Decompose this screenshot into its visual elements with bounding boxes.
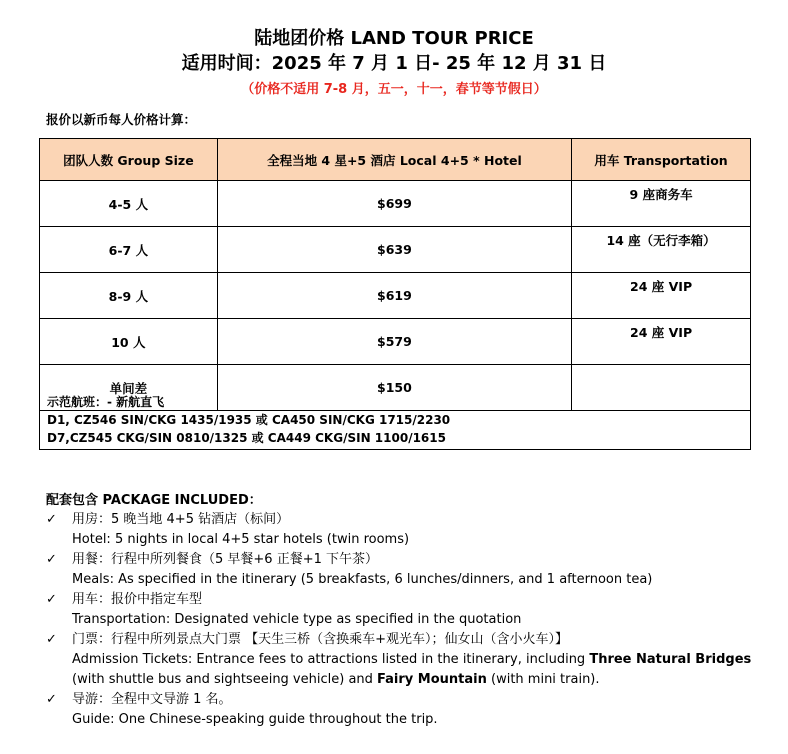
group-size-cell: 单间差: [40, 365, 218, 411]
table-row: [40, 273, 751, 319]
vehicle-cell: 24 座 VIP: [572, 273, 751, 319]
item-en: Transportation: Designated vehicle type as specified in the quotation: [72, 612, 522, 627]
item-en: Meals: As specified in the itinerary (5 breakfasts, 6 lunches/dinners, and 1 afternoon tea): [72, 572, 653, 587]
check-icon: ✓: [46, 512, 57, 527]
check-icon: ✓: [46, 692, 57, 707]
item-en-part: (with mini train).: [486, 672, 600, 687]
package-item-guide: [46, 690, 438, 730]
item-en: Hotel: 5 nights in local 4+5 star hotels (twin rooms): [72, 532, 410, 547]
price-cell: $579: [217, 319, 571, 365]
package-item-tickets: [46, 630, 766, 690]
package-heading: 配套包含 PACKAGE INCLUDED：: [46, 493, 262, 508]
title-line-3: （价格不适用 7-8 月，五一，十一，春节等节假日）: [241, 82, 547, 97]
item-en-cont: [46, 670, 766, 690]
item-en: Guide: One Chinese-speaking guide throughout the trip.: [72, 712, 438, 727]
price-note: 报价以新币每人价格计算：: [46, 112, 197, 127]
sample-flights-box: [39, 389, 751, 450]
item-cn: 门票：行程中所列景点大门票 【天生三桥（含换乘车+观光车）；仙女山（含小火车）】: [72, 632, 569, 647]
fairy-mountain: Fairy Mountain: [377, 672, 487, 687]
title-line-1: 陆地团价格 LAND TOUR PRICE: [254, 28, 534, 49]
check-icon: ✓: [46, 632, 57, 647]
group-size-cell: 6-7 人: [40, 227, 218, 273]
item-cn: 用车：报价中指定车型: [72, 592, 203, 607]
check-icon: ✓: [46, 592, 57, 607]
group-size-cell: 10 人: [40, 319, 218, 365]
vehicle-cell: 14 座（无行李箱）: [572, 227, 751, 273]
package-item-meals: [46, 550, 652, 590]
price-cell: $699: [217, 181, 571, 227]
table-row: [40, 181, 751, 227]
flights-heading: 示范航班：- 新航直飞: [47, 395, 165, 409]
vehicle-cell: 9 座商务车: [572, 181, 751, 227]
vehicle-cell: 24 座 VIP: [572, 319, 751, 365]
header-group-size: 团队人数 Group Size: [40, 139, 218, 181]
group-size-cell: 4-5 人: [40, 181, 218, 227]
three-natural-bridges: Three Natural Bridges: [589, 652, 752, 667]
item-cn: 用餐：行程中所列餐食（5 早餐+6 正餐+1 下午茶）: [72, 552, 378, 567]
package-item-transport: [46, 590, 521, 630]
price-cell: $619: [217, 273, 571, 319]
package-item-hotel: [46, 510, 409, 550]
flight-d7: D7,CZ545 CKG/SIN 0810/1325 或 CA449 CKG/SIN 1100/1615: [47, 431, 446, 445]
price-cell: $150: [217, 365, 571, 411]
header-transportation: 用车 Transportation: [572, 139, 751, 181]
item-en-part: (with shuttle bus and sightseeing vehicle) and: [72, 672, 378, 687]
item-cn: 导游：全程中文导游 1 名。: [72, 692, 232, 707]
table-row: [40, 227, 751, 273]
price-cell: $639: [217, 227, 571, 273]
item-en: [46, 650, 766, 670]
table-header-row: [40, 139, 751, 181]
check-icon: ✓: [46, 552, 57, 567]
group-size-cell: 8-9 人: [40, 273, 218, 319]
item-cn: 用房：5 晚当地 4+5 钻酒店（标间）: [72, 512, 290, 527]
item-en-part: Admission Tickets: Entrance fees to attractions listed in the itinerary, including: [72, 652, 590, 667]
header-hotel: 全程当地 4 星+5 酒店 Local 4+5 * Hotel: [217, 139, 571, 181]
price-table: [39, 138, 751, 411]
flight-d1: D1, CZ546 SIN/CKG 1435/1935 或 CA450 SIN/CKG 1715/2230: [47, 413, 451, 427]
table-row: [40, 319, 751, 365]
title-line-2: 适用时间：2025 年 7 月 1 日- 25 年 12 月 31 日: [181, 53, 607, 74]
